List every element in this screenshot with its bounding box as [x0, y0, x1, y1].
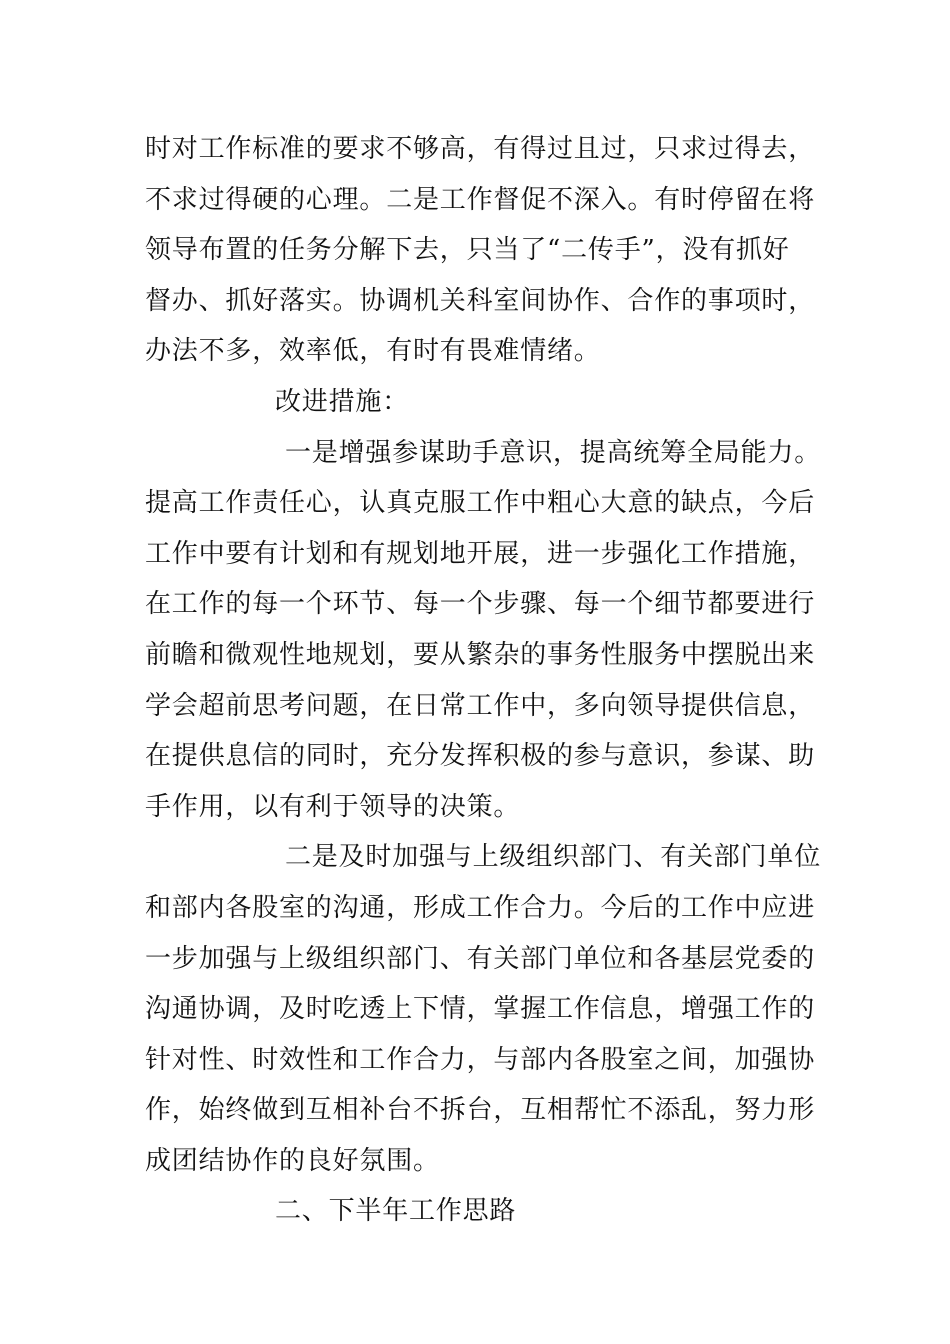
text-line: 一步加强与上级组织部门、有关部门单位和各基层党委的 [145, 943, 816, 974]
text-line: 办法不多，效率低，有时有畏难情绪。 [145, 336, 601, 367]
text-line: 时对工作标准的要求不够高，有得过且过，只求过得去， [145, 134, 816, 164]
text-line: 在提供息信的同时，充分发挥积极的参与意识，参谋、助 [145, 741, 816, 772]
text-line: 工作中要有计划和有规划地开展，进一步强化工作措施， [145, 538, 816, 569]
text-line: 成团结协作的良好氛围。 [145, 1145, 440, 1176]
text-line: 领导布置的任务分解下去，只当了“二传手”，没有抓好 [145, 235, 790, 266]
section-heading-second-half-plan: 二、下半年工作思路 [275, 1196, 517, 1227]
text-line: 督办、抓好落实。协调机关科室间协作、合作的事项时， [145, 285, 816, 316]
text-line: 作，始终做到互相补台不拆台，互相帮忙不添乱，努力形 [145, 1095, 816, 1126]
text-line: 在工作的每一个环节、每一个步骤、每一个细节都要进行 [145, 589, 816, 620]
paragraph-first-line: 一是增强参谋助手意识，提高统筹全局能力。 [285, 437, 822, 468]
text-line: 手作用，以有利于领导的决策。 [145, 791, 521, 822]
text-line: 前瞻和微观性地规划，要从繁杂的事务性服务中摆脱出来 [145, 639, 816, 670]
section-heading-improvements: 改进措施： [275, 386, 410, 417]
document-body [145, 124, 822, 1237]
paragraph-first-line: 二是及时加强与上级组织部门、有关部门单位 [285, 842, 822, 873]
text-line: 和部内各股室的沟通，形成工作合力。今后的工作中应进 [145, 892, 816, 923]
text-line: 提高工作责任心，认真克服工作中粗心大意的缺点，今后 [145, 488, 816, 519]
text-line: 不求过得硬的心理。二是工作督促不深入。有时停留在将 [145, 184, 816, 215]
text-line: 学会超前思考问题，在日常工作中，多向领导提供信息， [145, 690, 816, 721]
text-line: 针对性、时效性和工作合力，与部内各股室之间，加强协 [145, 1044, 816, 1075]
text-line: 沟通协调，及时吃透上下情，掌握工作信息，增强工作的 [145, 994, 816, 1025]
